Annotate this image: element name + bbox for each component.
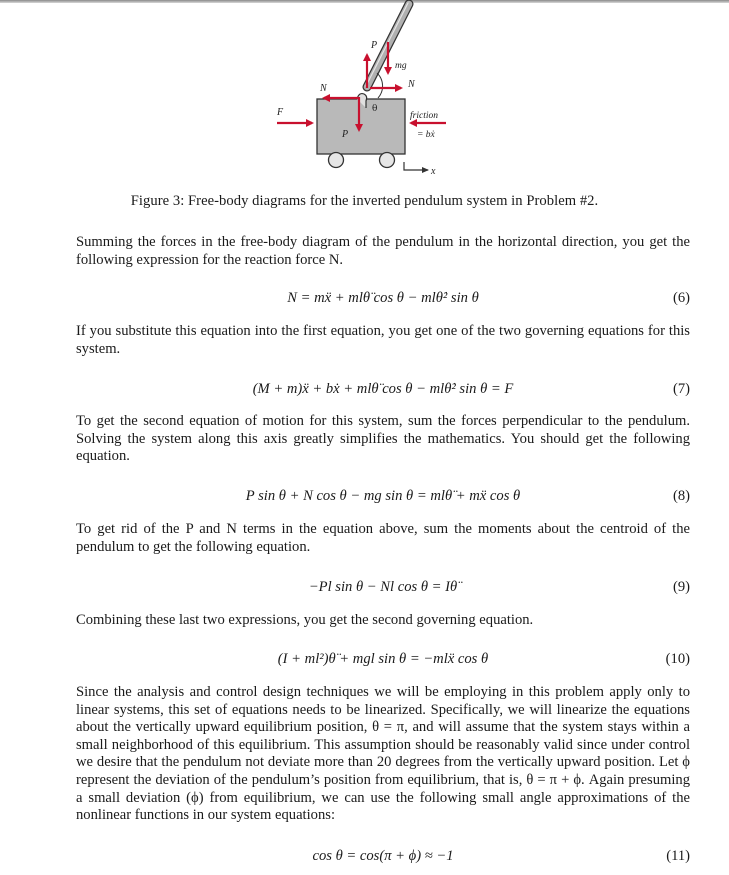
equation-10-expression: (I + ml²)θ̈ + mgl sin θ = −mlẍ cos θ — [277, 651, 489, 667]
cart-wheel-right — [380, 153, 395, 168]
equation-6 — [76, 290, 690, 310]
paragraph-6: Since the analysis and control design techniques we will be employing in this problem apply only to linear systems, this set of equations needs to be linearized. Specifically, we will linearize the equations about the vertically upward equilibrium position, θ = π, and will assume that the system stays within a small neighborhood of this equilibrium. This assumption should be reasonably valid since under control we desire that the pendulum not deviate more than 20 degrees from the vertically upward position. Let ϕ represent the deviation of the pendulum’s position from equilibrium, that is, θ = π + ϕ. Again presuming a small deviation (ϕ) from equilibrium, we can use the following small angle approximations of the nonlinear functions in our system equations: — [76, 684, 690, 824]
figure-caption: Figure 3: Free-body diagrams for the inverted pendulum system in Problem #2. — [130, 193, 599, 209]
equation-7-number: (7) — [672, 381, 690, 397]
equation-6-number: (6) — [672, 290, 690, 306]
paragraph-4: To get rid of the P and N terms in the equation above, sum the moments about the centroid of the pendulum to get the following equation. — [76, 521, 690, 555]
x-axis-arrow — [404, 162, 428, 170]
equation-8-number: (8) — [672, 488, 690, 504]
equation-10 — [76, 651, 690, 671]
cart-wheel-left — [329, 153, 344, 168]
equation-7 — [76, 381, 690, 401]
equation-8 — [76, 488, 690, 508]
cart-body — [317, 99, 405, 154]
paragraph-3: To get the second equation of motion for this system, sum the forces perpendicular to the pendulum. Solving the system along this axis greatly simplifies the mathematics. You should get the following equation. — [76, 413, 690, 465]
equation-10-number: (10) — [665, 651, 690, 667]
equation-7-expression: (M + m)ẍ + bẋ + mlθ̈ cos θ − mlθ̇² sin θ = F — [252, 381, 514, 397]
equation-11 — [76, 848, 690, 868]
label-N-right: N — [408, 79, 415, 90]
label-F: F — [277, 107, 284, 118]
equation-9 — [76, 579, 690, 599]
label-theta: θ — [372, 104, 378, 114]
equation-6-expression: N = mẍ + mlθ̈ cos θ − mlθ̇² sin θ — [287, 290, 479, 306]
paragraph-2: If you substitute this equation into the first equation, you get one of the two governing equations for this system. — [76, 323, 690, 357]
label-P-top: P — [371, 40, 378, 51]
equation-9-number: (9) — [672, 579, 690, 595]
label-friction-eq: = bẋ — [417, 130, 435, 140]
label-N-left: N — [320, 83, 327, 94]
equation-9-expression: −Pl sin θ − Nl cos θ = Iθ̈ — [308, 579, 458, 595]
paragraph-1: Summing the forces in the free-body diagram of the pendulum in the horizontal direction, you get the following expression for the reaction force N. — [76, 234, 690, 268]
label-x-axis: x — [431, 166, 436, 177]
equation-8-expression: P sin θ + N cos θ − mg sin θ = mlθ̈ + mẍ cos θ — [245, 488, 521, 504]
paragraph-5: Combining these last two expressions, you get the second governing equation. — [76, 612, 534, 628]
equation-11-expression: cos θ = cos(π + ϕ) ≈ −1 — [312, 848, 454, 864]
label-friction: friction — [410, 111, 438, 121]
free-body-diagram-figure — [260, 0, 480, 190]
label-mg: mg — [395, 61, 407, 71]
label-P-bottom: P — [342, 129, 349, 140]
theta-arc — [377, 73, 383, 98]
equation-11-number: (11) — [666, 848, 690, 864]
